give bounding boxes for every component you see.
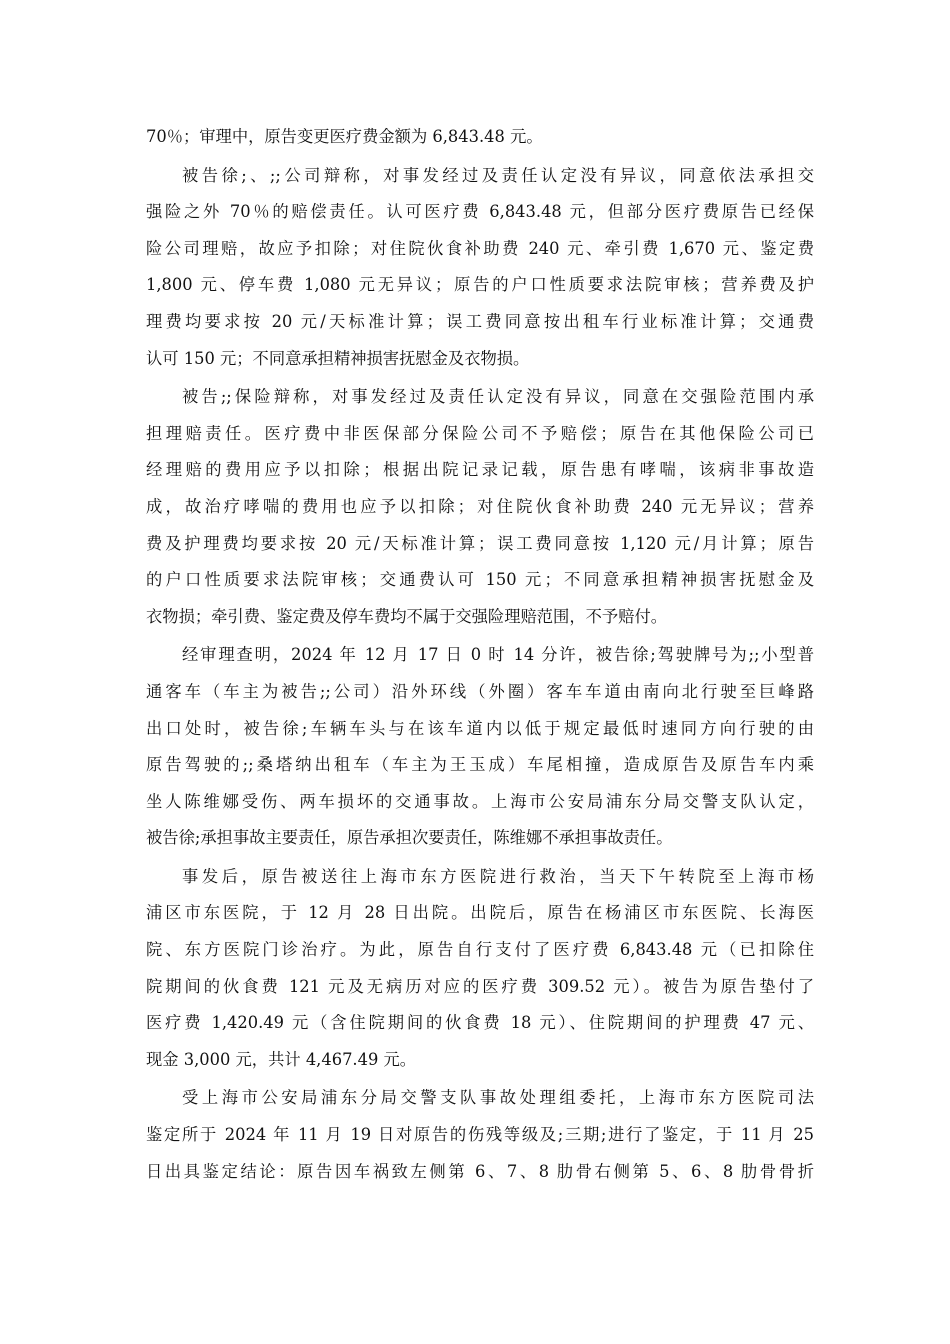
text-line: 经审理查明，2024 年 12 月 17 日 0 时 14 分许，被告徐;驾驶牌号为;;小型普 xyxy=(182,645,814,665)
text-line: 原告驾驶的;;桑塔纳出租车（车主为王玉成）车尾相撞，造成原告及原告车内乘 xyxy=(146,755,814,775)
text-line: 险公司理赔，故应予扣除；对住院伙食补助费 240 元、牵引费 1,670 元、鉴定费 xyxy=(146,238,814,258)
text-line: 事发后，原告被送往上海市东方医院进行救治，当天下午转院至上海市杨 xyxy=(182,866,814,886)
text-line: 院期间的伙食费 121 元及无病历对应的医疗费 309.52 元）。被告为原告垫付了 xyxy=(146,976,814,996)
text-line: 的户口性质要求法院审核；交通费认可 150 元；不同意承担精神损害抚慰金及 xyxy=(146,570,814,590)
text-line: 被告徐;承担事故主要责任，原告承担次要责任，陈维娜不承担事故责任。 xyxy=(146,828,673,848)
document-body xyxy=(146,119,814,1192)
paragraph-6 xyxy=(146,1080,814,1190)
text-line: 费及护理费均要求按 20 元/天标准计算；误工费同意按 1,120 元/月计算；原告 xyxy=(146,533,814,553)
text-line: 通客车（车主为被告;;公司）沿外环线（外圈）客车车道由南向北行驶至巨峰路 xyxy=(146,681,814,701)
paragraph-1 xyxy=(146,119,814,156)
text-line: 70％；审理中，原告变更医疗费金额为 6,843.48 元。 xyxy=(146,127,543,146)
paragraph-3 xyxy=(146,379,814,635)
text-line: 强险之外 70％的赔偿责任。认可医疗费 6,843.48 元，但部分医疗费原告已经保 xyxy=(146,202,814,222)
text-line: 日出具鉴定结论：原告因车祸致左侧第 6、7、8 肋骨右侧第 5、6、8 肋骨骨折 xyxy=(146,1161,814,1181)
text-line: 被告徐;、;;公司辩称，对事发经过及责任认定没有异议，同意依法承担交 xyxy=(182,165,814,185)
text-line: 坐人陈维娜受伤、两车损坏的交通事故。上海市公安局浦东分局交警支队认定， xyxy=(146,791,814,811)
text-line: 担理赔责任。医疗费中非医保部分保险公司不予赔偿；原告在其他保险公司已 xyxy=(146,423,814,443)
text-line: 认可 150 元；不同意承担精神损害抚慰金及衣物损。 xyxy=(146,348,530,368)
text-line: 1,800 元、停车费 1,080 元无异议；原告的户口性质要求法院审核；营养费及护 xyxy=(146,275,814,295)
text-line: 医疗费 1,420.49 元（含住院期间的伙食费 18 元）、住院期间的护理费 47 元、 xyxy=(146,1013,814,1033)
text-line: 经理赔的费用应予以扣除；根据出院记录记载，原告患有哮喘，该病非事故造 xyxy=(146,460,814,480)
text-line: 理费均要求按 20 元/天标准计算；误工费同意按出租车行业标准计算；交通费 xyxy=(146,311,814,331)
text-line: 被告;;保险辩称，对事发经过及责任认定没有异议，同意在交强险范围内承 xyxy=(182,387,814,407)
text-line: 现金 3,000 元，共计 4,467.49 元。 xyxy=(146,1049,417,1069)
text-line: 浦区市东医院，于 12 月 28 日出院。出院后，原告在杨浦区市东医院、长海医 xyxy=(146,903,814,923)
text-line: 院、东方医院门诊治疗。为此，原告自行支付了医疗费 6,843.48 元（已扣除住 xyxy=(146,940,814,960)
text-line: 成，故治疗哮喘的费用也应予以扣除；对住院伙食补助费 240 元无异议；营养 xyxy=(146,496,814,516)
text-line: 受上海市公安局浦东分局交警支队事故处理组委托，上海市东方医院司法 xyxy=(182,1088,814,1108)
text-line: 出口处时，被告徐;车辆车头与在该车道内以低于规定最低时速同方向行驶的由 xyxy=(146,718,814,738)
paragraph-4 xyxy=(146,637,814,857)
text-line: 鉴定所于 2024 年 11 月 19 日对原告的伤残等级及;三期;进行了鉴定，于 11 月 25 xyxy=(146,1125,814,1145)
text-line: 衣物损；牵引费、鉴定费及停车费均不属于交强险理赔范围，不予赔付。 xyxy=(146,606,668,626)
paragraph-2 xyxy=(146,158,814,378)
paragraph-5 xyxy=(146,859,814,1079)
